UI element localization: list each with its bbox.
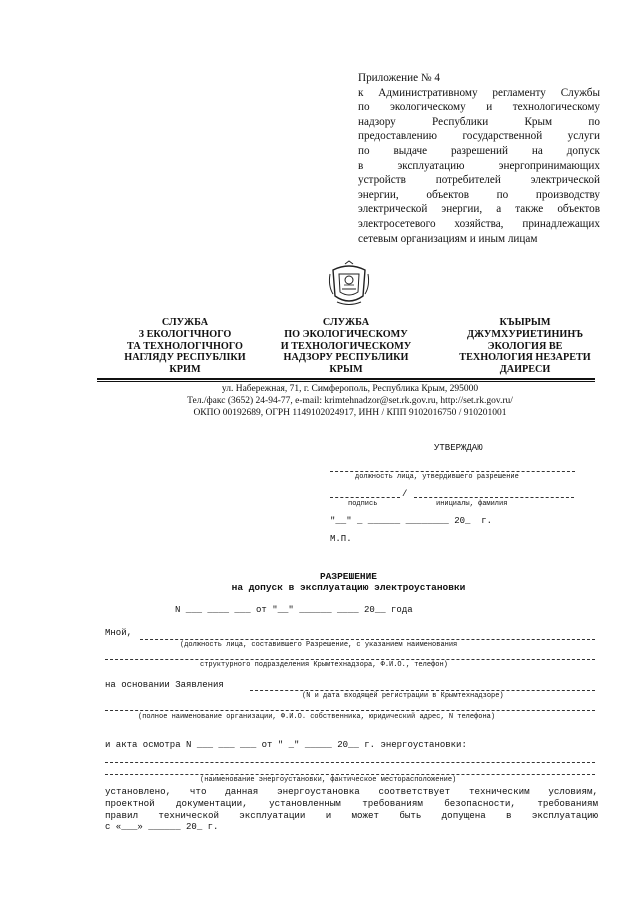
stamp-place: М.П. bbox=[330, 534, 352, 544]
crimea-coat-of-arms-icon bbox=[327, 260, 371, 308]
separator: / bbox=[402, 489, 408, 499]
basis-line bbox=[250, 690, 595, 691]
registration-codes: ОКПО 00192689, ОГРН 1149102024917, ИНН / КПП 9102016750 / 910201001 bbox=[193, 408, 507, 418]
org-line: ТЕХНОЛОГИЯ НЕЗАРЕТИ bbox=[459, 352, 591, 364]
org-line: НАДЗОРУ РЕСПУБЛИКИ bbox=[283, 352, 409, 364]
org-line: КРЫМ bbox=[329, 364, 363, 376]
org-line: НАГЛЯДУ РЕСПУБЛІКИ bbox=[124, 352, 246, 364]
appendix-line: электрической энергии, а также объектов bbox=[358, 203, 600, 216]
org-line: КЪЫРЫМ bbox=[499, 317, 551, 328]
signature-caption: подпись bbox=[348, 500, 378, 508]
org-line: З ЕКОЛОГІЧНОГО bbox=[138, 328, 232, 340]
appendix-line: надзору Республики Крым по bbox=[358, 115, 600, 128]
org-line: ЭКОЛОГИЯ ВЕ bbox=[487, 340, 563, 352]
appendix-line: электросетевого хозяйства, принадлежащих bbox=[358, 217, 600, 230]
name-line bbox=[414, 497, 574, 498]
issued-by-line-2 bbox=[105, 659, 595, 660]
org-line: ТА ТЕХНОЛОГІЧНОГО bbox=[127, 340, 243, 352]
appendix-line: сетевым организациям и иным лицам bbox=[358, 232, 538, 245]
appendix-line: устройств потребителей электрической bbox=[358, 174, 600, 187]
appendix-line: Приложение № 4 bbox=[358, 72, 440, 84]
issued-by-line bbox=[140, 639, 595, 640]
body-line: проектной документации, установленным требованиям безопасности, требованиям bbox=[105, 798, 598, 809]
approve-title: УТВЕРЖДАЮ bbox=[434, 443, 483, 453]
org-line: ДАИРЕСИ bbox=[499, 364, 551, 376]
approve-date: "__" _ ______ ________ 20_ г. bbox=[330, 516, 493, 526]
body-line: правил технической эксплуатации и может быть допущена в эксплуатацию bbox=[105, 810, 598, 821]
body-line: установлено, что данная энергоустановка соответствует техническим условиям, bbox=[105, 786, 598, 797]
position-caption: должность лица, утвердившего разрешение bbox=[355, 473, 519, 481]
appendix-line: по экологическому и технологическому bbox=[358, 101, 600, 114]
org-name-ukrainian bbox=[100, 317, 270, 376]
body-last-line: с «___» ______ 20_ г. bbox=[105, 822, 219, 832]
installation-line-2 bbox=[105, 774, 595, 775]
contacts: Тел./факс (3652) 24-94-77, e-mail: krimtehnadzor@set.rk.gov.ru, http://set.rk.gov.ru/ bbox=[187, 396, 513, 406]
org-line: ПО ЭКОЛОГИЧЕСКОМУ bbox=[284, 328, 408, 340]
position-line bbox=[330, 471, 575, 472]
inspection-line: и акта осмотра N ___ ___ ___ от " _" _____ 20__ г. энергоустановки: bbox=[105, 740, 467, 750]
appendix-line: к Административному регламенту Службы bbox=[358, 86, 600, 99]
org-name-russian bbox=[262, 317, 430, 376]
appendix-note bbox=[358, 71, 600, 246]
document-title: РАЗРЕШЕНИЕ bbox=[319, 571, 377, 582]
org-line: ДЖУМХУРИЕТИНИНЪ bbox=[466, 328, 584, 340]
issued-by-caption: (должность лица, составившего Разрешение, с указанием наименования bbox=[180, 641, 458, 649]
appendix-line: энергии, объектов по производству bbox=[358, 188, 600, 201]
appendix-line: в эксплуатацию энергопринимающих bbox=[358, 159, 600, 172]
org-line: И ТЕХНОЛОГИЧЕСКОМУ bbox=[280, 340, 412, 352]
organization-line bbox=[105, 710, 595, 711]
issued-by-caption-2: структурного подразделения Крымтехнадзора, Ф.И.О., телефон) bbox=[200, 661, 448, 669]
org-line: СЛУЖБА bbox=[161, 317, 209, 328]
org-line: КРИМ bbox=[169, 364, 201, 376]
document-subtitle: на допуск в эксплуатацию электроустановки bbox=[231, 582, 466, 593]
organization-caption: (полное наименование организации, Ф.И.О. собственника, юридический адрес, N телефона) bbox=[138, 713, 496, 721]
basis-caption: (N и дата входящей регистрации в Крымтехнадзоре) bbox=[302, 692, 504, 700]
issued-by-label: Мной, bbox=[105, 628, 133, 638]
installation-line bbox=[105, 762, 595, 763]
header-divider bbox=[97, 381, 595, 382]
address: ул. Набережная, 71, г. Симферополь, Республика Крым, 295000 bbox=[221, 384, 479, 394]
permit-number-line: N ___ ____ ___ от "__" ______ ____ 20__ года bbox=[175, 605, 413, 615]
header-divider bbox=[97, 378, 595, 380]
org-name-crimean-tatar bbox=[440, 317, 610, 376]
signature-line bbox=[330, 497, 400, 498]
installation-caption: (наименование энергоустановки, фактическое месторасположение) bbox=[200, 776, 457, 784]
org-line: СЛУЖБА bbox=[322, 317, 370, 328]
appendix-line: предоставлению государственной услуги bbox=[358, 130, 600, 143]
basis-label: на основании Заявления bbox=[105, 680, 224, 690]
name-caption: инициалы, фамилия bbox=[436, 500, 508, 508]
appendix-line: по выдаче разрешений на допуск bbox=[358, 144, 600, 157]
